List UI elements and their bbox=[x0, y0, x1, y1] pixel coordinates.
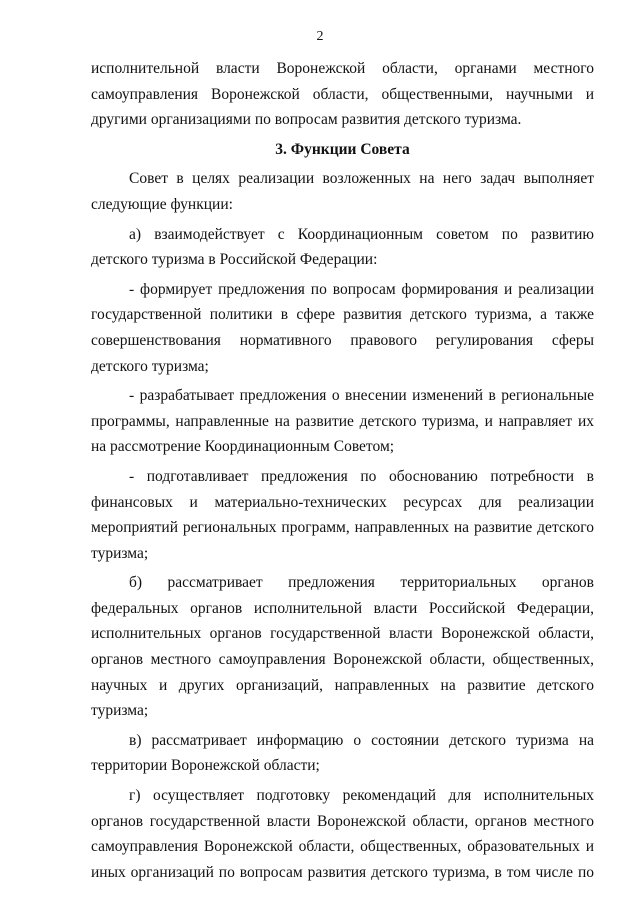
paragraph-function-a-item-2: - разрабатывает предложения о внесении изменений в региональные программы, направленные на развитие детского туризма, и направляет их на рассмотрение Координационным Советом; bbox=[91, 387, 594, 456]
paragraph-function-b: б) рассматривает предложения территориальных органов федеральных органов исполнительной власти Российской Федерации, исполнительных органов государственной власти Воронежской области, органов местного самоуправления Воронежской области, общественных, научных и других организаций, направленных на развитие детского туризма; bbox=[91, 574, 594, 720]
section-heading: 3. Функции Совета bbox=[275, 140, 410, 158]
paragraph-functions-intro: Совет в целях реализации возложенных на него задач выполняет следующие функции: bbox=[91, 170, 594, 213]
paragraph-function-a: а) взаимодействует с Координационным советом по развитию детского туризма в Российской Федерации: bbox=[91, 225, 594, 269]
paragraph-function-a-item-1: - формирует предложения по вопросам формирования и реализации государственной политики в сфере развития детского туризма, а также совершенствования нормативного правового регулирования сферы детского туризма; bbox=[91, 280, 594, 375]
paragraph-function-a-item-3: - подготавливает предложения по обоснованию потребности в финансовых и материально-технических ресурсах для реализации мероприятий региональных программ, направленных на развитие детского туризма; bbox=[91, 467, 594, 562]
paragraph-function-v: в) рассматривает информацию о состоянии детского туризма на территории Воронежской области; bbox=[91, 731, 594, 775]
paragraph-function-g: г) осуществляет подготовку рекомендаций для исполнительных органов государственной власти Воронежской области, органов местного самоуправления Воронежской области, общественных, образовательных и иных организаций по вопросам развития детского туризма, в том числе по bbox=[91, 787, 594, 881]
intro-continuation-paragraph: исполнительной власти Воронежской области, органами местного самоуправления Воронежской области, общественными, научными и другими организациями по вопросам развития детского туризма. bbox=[91, 60, 594, 129]
page-number: 2 bbox=[316, 29, 324, 44]
document-body bbox=[91, 56, 594, 885]
